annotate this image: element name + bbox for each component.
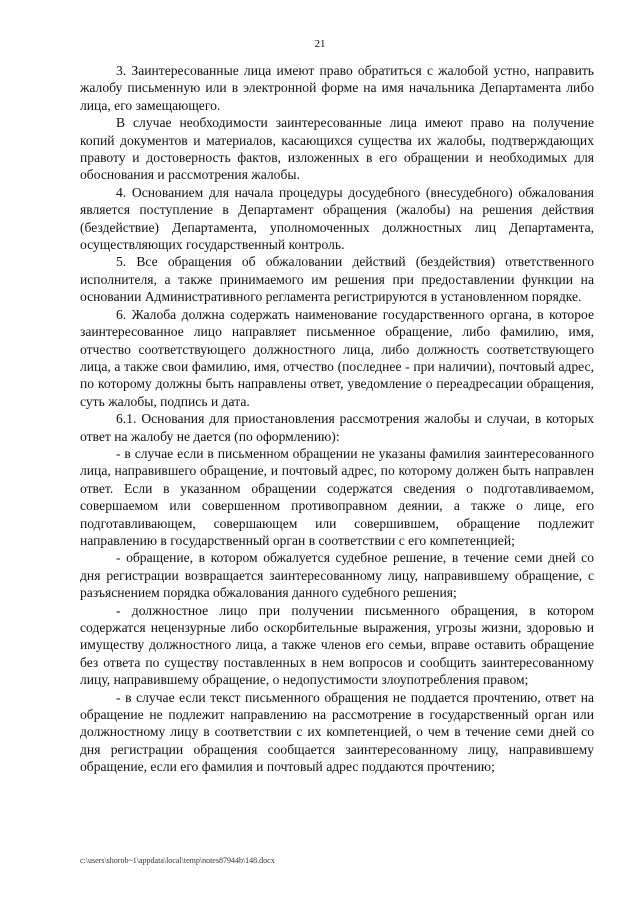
list-item-court-decision: - обращение, в котором обжалуется судебное решение, в течение семи дней со дня регистрации возвращается заинтересованному лицу, направившему обращение, с разъяснением порядка обжалования данного судебного решения; xyxy=(80,550,594,601)
document-body xyxy=(80,62,594,776)
list-item-unreadable: - в случае если текст письменного обращения не поддается прочтению, ответ на обращение не подлежит направлению на рассмотрение в государственный орган или должностному лицу в соответствии с их компетенцией, о чем в течение семи дней со дня регистрации обращения сообщается заинтересованному лицу, направившему обращение, если его фамилия и почтовый адрес поддаются прочтению; xyxy=(80,689,594,775)
list-item-offensive: - должностное лицо при получении письменного обращения, в котором содержатся нецензурные либо оскорбительные выражения, угрозы жизни, здоровью и имуществу должностного лица, а также членов его семьи, вправе оставить обращение без ответа по существу поставленных в нем вопросов и сообщить заинтересованному лицу, направившему обращение, о недопустимости злоупотребления правом; xyxy=(80,602,594,688)
paragraph-6: 6. Жалоба должна содержать наименование государственного органа, в которое заинтересованное лицо направляет письменное обращение, либо фамилию, имя, отчество соответствующего должностного лица, либо должность соответствующего лица, а также свои фамилию, имя, отчество (последнее - при наличии), почтовый адрес, по которому должны быть направлены ответ, уведомление о переадресации обращения, суть жалобы, подпись и дата. xyxy=(80,306,594,409)
page-number: 21 xyxy=(314,38,326,50)
paragraph-3-copies: В случае необходимости заинтересованные лица имеют право на получение копий документов и материалов, касающихся существа их жалобы, подтверждающих правоту и достоверность фактов, изложенных в его обращении и необходимых для обоснования и рассмотрения жалобы. xyxy=(80,115,594,183)
paragraph-4: 4. Основанием для начала процедуры досудебного (внесудебного) обжалования является поступление в Департамент обращения (жалобы) на решения действия (бездействие) Департамента, уполномоченных должностных лиц Департамента, осуществляющих государственный контроль. xyxy=(80,184,594,253)
paragraph-6-1: 6.1. Основания для приостановления рассмотрения жалобы и случаи, в которых ответ на жалобу не дается (по оформлению): xyxy=(80,411,594,444)
paragraph-3: 3. Заинтересованные лица имеют право обратиться с жалобой устно, направить жалобу письменную или в электронной форме на имя начальника Департамента либо лица, его замещающего. xyxy=(80,63,594,113)
list-item-no-name: - в случае если в письменном обращении не указаны фамилия заинтересованного лица, направившего обращение, и почтовый адрес, по которому должен быть направлен ответ. Если в указанном обращении содержатся сведения о подготавливаемом, совершаемом или совершенном противоправном деянии, а также о лице, его подготавливающем, совершающем или совершившем, обращение подлежит направлению в государственный орган в соответствии с его компетенцией; xyxy=(80,445,594,548)
paragraph-5: 5. Все обращения об обжаловании действий (бездействия) ответственного исполнителя, а также принимаемого им решения при предоставлении функции на основании Административного регламента регистрируются в установленном порядке. xyxy=(80,254,594,305)
file-path-footer: c:\users\shorob~1\appdata\local\temp\notes87944b\148.docx xyxy=(80,856,275,865)
